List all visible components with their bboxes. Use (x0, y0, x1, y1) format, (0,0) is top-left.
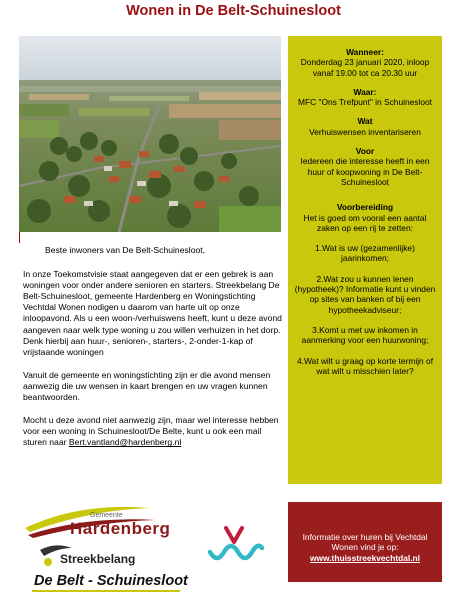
when-text: Donderdag 23 januari 2020, inloop vanaf 19.00 tot ca 20.30 uur (300, 57, 430, 78)
letter-greeting: Beste inwoners van De Belt-Schuinesloot, (45, 245, 206, 255)
question-4: 4.Wat wilt u graag op korte termijn of wat wilt u misschien later? (296, 355, 434, 376)
letter-paragraph-1: In onze Toekomstvisie staat aangegeven dat er een gebrek is aan woningen voor onder andere senioren en starters. Streekbelang De Belt-Schuinesloot, gemeente Hardenberg en Woningstichting Vechtdal Wonen nodigen u daarom van harte uit op onze inloopavond. Als u een woon-/verhuiswens heeft, kunt u deze avond aangeven naar welk type woning u zou willen verhuizen in het dorp. Denk hierbij aan huur-, senioren-, starters-, 2-onder-1-kap of vrijstaande woningen (23, 269, 282, 357)
question-3: 3.Komt u met uw inkomen in aanmerking voor een huurwoning; (301, 324, 429, 346)
debelt-label: De Belt - Schuinesloot (34, 573, 188, 589)
letter-body (23, 245, 285, 460)
vechtdal-wonen-logo-icon (226, 528, 242, 542)
rental-info-box (288, 502, 442, 582)
hardenberg-label: Hardenberg (70, 519, 171, 538)
aerial-village-photo (19, 36, 281, 232)
page-title: Wonen in De Belt-Schuinesloot (126, 3, 341, 19)
accent-mark (19, 232, 20, 243)
question-1: 1.Wat is uw (gezamenlijke) jaarinkomen; (315, 243, 415, 264)
what-text: Verhuiswensen inventariseren (309, 126, 421, 137)
for-label: Voor (355, 146, 375, 157)
contact-email-link[interactable]: Bert.vantland@hardenberg.nl (68, 437, 182, 448)
letter-paragraph-2: Vanuit de gemeente en woningstichting zijn er die avond mensen aanwezig die uw wensen in kaart brengen en uw vragen kunnen beantwoorden. (23, 369, 271, 403)
streekbelang-label: Streekbelang (60, 552, 136, 566)
rental-info-link[interactable]: www.thuisstreekvechtdal.nl (310, 552, 420, 563)
gemeente-label: Gemeente (90, 512, 123, 519)
letter-paragraph-3-text: Mocht u deze avond niet aanwezig zijn, maar wel interesse hebben voor een woning in Schuinesloot/De Belte, kunt u ook een mail sturen naar (23, 415, 279, 448)
debelt-underline (32, 590, 180, 592)
for-text: Iedereen die interesse heeft in een huur of koopwoning in De Belt-Schuinesloot (300, 156, 430, 187)
question-2: 2.Wat zou u kunnen lenen (hypotheek)? Informatie kunt u vinden op sites van banken of bij een hypotheekadviseur; (294, 273, 436, 315)
when-label: Wanneer: (346, 47, 384, 57)
aerial-photo-graphic (19, 36, 281, 232)
rental-info-text: Informatie over huren bij Vechtdal Wonen vind je op: (302, 532, 428, 553)
what-label: Wat (357, 116, 373, 127)
preparation-intro: Het is goed om vooral een aantal zaken op een rij te zetten: (303, 212, 427, 233)
where-text: MFC "Ons Trefpunt" in Schuinesloot (298, 97, 432, 108)
hardenberg-logo (70, 512, 170, 539)
logo-area (0, 498, 280, 606)
letter-paragraph-3 (23, 415, 285, 448)
where-label: Waar: (353, 86, 377, 97)
preparation-label: Voorbereiding (336, 202, 394, 213)
info-sidebar (288, 36, 442, 484)
